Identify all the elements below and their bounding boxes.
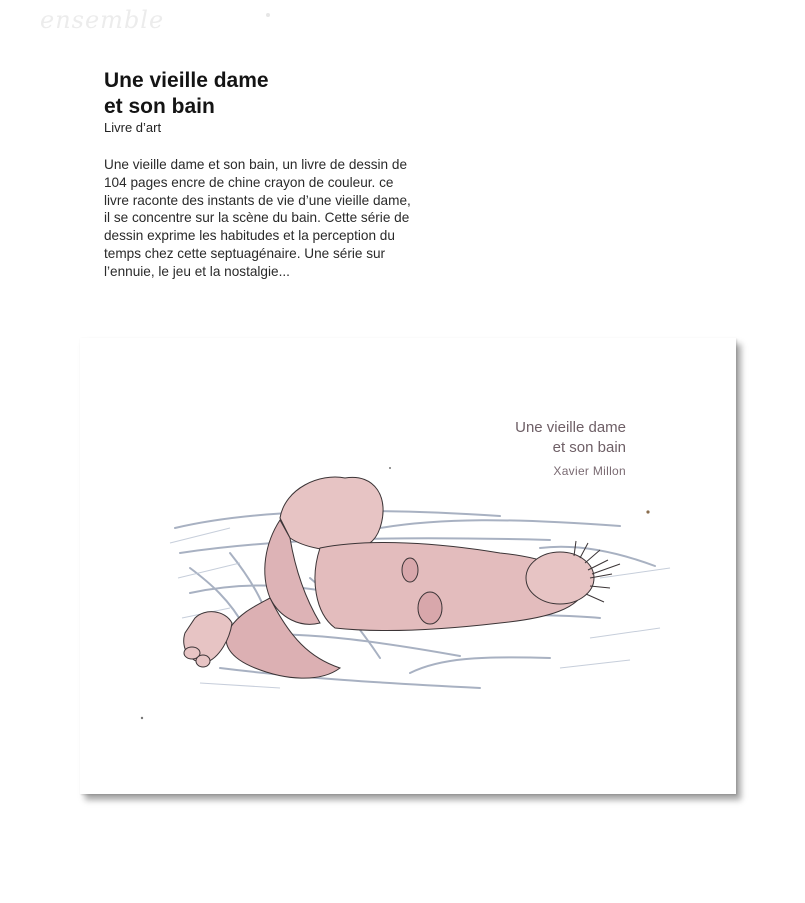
book-cover-image — [80, 338, 736, 794]
cover-title-line-2: et son bain — [552, 439, 626, 456]
article-block — [104, 68, 424, 281]
cover-title-line-1: Une vieille dame — [515, 419, 626, 436]
figure-body — [184, 477, 594, 678]
cover-title — [515, 418, 626, 458]
logo-dot-decoration — [266, 13, 270, 17]
page-title-line-2: et son bain — [104, 95, 215, 118]
article-description: Une vieille dame et son bain, un livre de dessin de 104 pages encre de chine crayon de couleur. ce livre raconte des instants de vie d’une vieille dame, il se concentre sur la scène du bain. Cette série de dessin exprime les habitudes et la perception du temps chez cette septuagénaire. Une série sur l’ennuie, le jeu et la nostalgie... — [104, 157, 411, 279]
ink-dot — [141, 717, 143, 719]
bath-illustration — [80, 338, 736, 794]
page-title — [104, 68, 424, 120]
ink-dot — [389, 467, 391, 469]
site-logo[interactable]: ensemble — [40, 6, 165, 34]
cover-author: Xavier Millon — [553, 464, 626, 478]
category-label: Livre d’art — [104, 120, 162, 135]
ink-dot — [646, 510, 649, 513]
page-title-line-1: Une vieille dame — [104, 69, 269, 92]
